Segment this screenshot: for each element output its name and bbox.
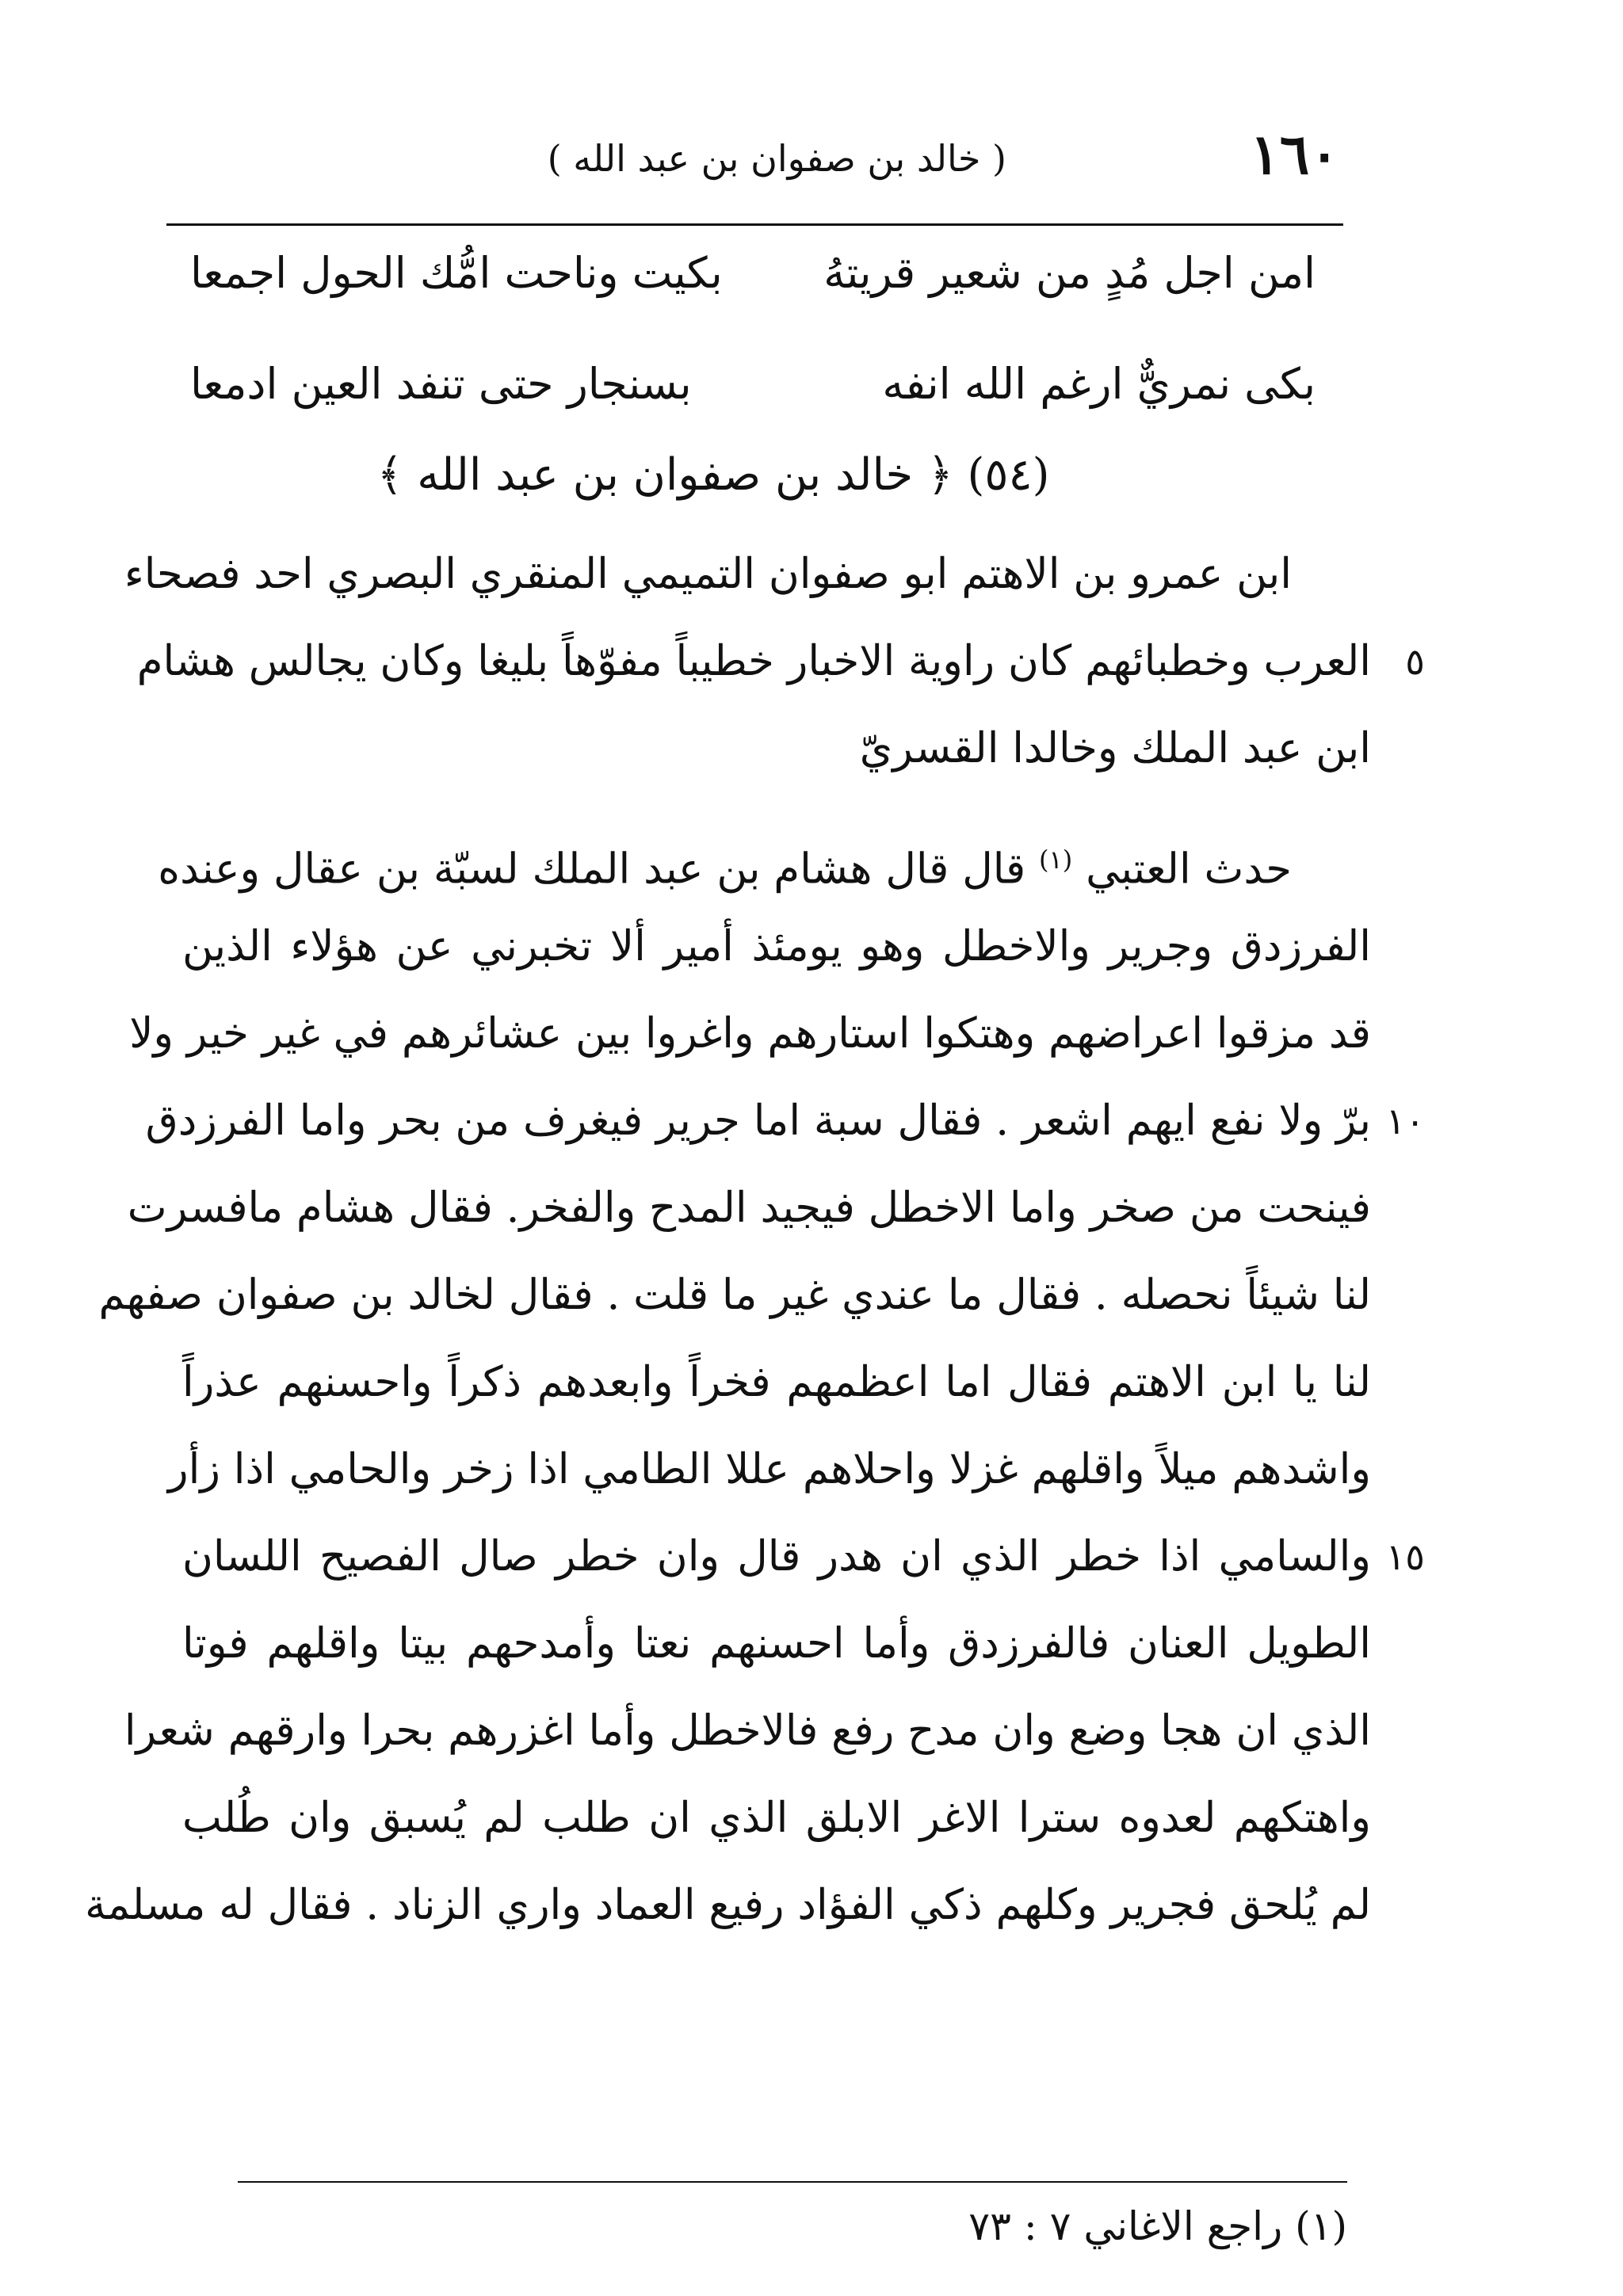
biography-line: ابن عبد الملك وخالدا القسريّ <box>859 724 1371 772</box>
page-number: ١٦٠ <box>1250 121 1339 187</box>
narrative-line-end: قال قال هشام بن عبد الملك لسبّة بن عقال وعنده <box>158 845 1026 894</box>
section-heading: (٥٤) ﴿ خالد بن صفوان بن عبد الله ﴾ <box>376 449 1050 501</box>
footnote-reference: (١) <box>1039 845 1073 875</box>
line-number-10: ١٠ <box>1385 1100 1425 1142</box>
verse-line <box>190 238 1316 309</box>
verse-second-hemistich: بكيت وناحت امُّك الحول اجمعا <box>190 248 723 298</box>
biography-line: ابن عمرو بن الاهتم ابو صفوان التميمي المنقري البصري احد فصحاء <box>124 550 1292 598</box>
verse-line <box>190 349 1316 420</box>
narrative-line: الذي ان هجا وضع وان مدح رفع فالاخطل وأما اغزرهم بحرا وارقهم شعرا <box>124 1707 1371 1755</box>
narrative-line: فينحت من صخر واما الاخطل فيجيد المدح والفخر. فقال هشام مافسرت <box>127 1184 1371 1232</box>
narrative-line: برّ ولا نفع ايهم اشعر . فقال سبة اما جرير فيغرف من بحر واما الفرزدق <box>145 1097 1371 1145</box>
narrative-line: لنا يا ابن الاهتم فقال اما اعظمهم فخراً وابعدهم ذكراً واحسنهم عذراً <box>182 1358 1371 1406</box>
narrative-line: واشدهم ميلاً واقلهم غزلا واحلاهم عللا الطامي اذا زخر والحامي اذا زأر <box>168 1445 1371 1493</box>
running-title: ( خالد بن صفوان بن عبد الله ) <box>547 137 1006 180</box>
narrative-line: والسامي اذا خطر الذي ان هدر قال وان خطر صال الفصيح اللسان <box>182 1532 1371 1581</box>
narrative-line: الفرزدق وجرير والاخطل وهو يومئذ أمير ألا تخبرني عن هؤلاء الذين <box>182 922 1371 971</box>
page-header <box>166 119 1339 190</box>
narrative-line: لم يُلحق فجرير وكلهم ذكي الفؤاد رفيع العماد واري الزناد . فقال له مسلمة <box>85 1881 1371 1929</box>
narrative-line <box>158 824 1292 903</box>
header-rule <box>166 223 1343 226</box>
footnote: (١) راجع الاغاني ٧ : ٧٣ <box>968 2203 1347 2249</box>
biography-line: العرب وخطبائهم كان راوية الاخبار خطيباً مفوّهاً بليغا وكان يجالس هشام <box>136 637 1371 685</box>
verse-second-hemistich: بسنجار حتى تنفد العين ادمعا <box>190 359 692 409</box>
verse-first-hemistich: امن اجل مُدٍ من شعير قريتهُ <box>823 248 1316 298</box>
narrative-line: واهتكهم لعدوه سترا الاغر الابلق الذي ان طلب لم يُسبق وان طُلب <box>182 1794 1371 1842</box>
narrative-line: لنا شيئاً نحصله . فقال ما عندي غير ما قلت . فقال لخالد بن صفوان صفهم <box>98 1271 1371 1319</box>
narrative-line: قد مزقوا اعراضهم وهتكوا استارهم واغروا بين عشائرهم في غير خير ولا <box>129 1009 1371 1058</box>
line-number-5: ٥ <box>1405 640 1425 683</box>
narrative-line-start: حدث العتبي <box>1086 845 1292 894</box>
footnote-rule <box>238 2181 1347 2183</box>
narrative-line: الطويل العنان فالفرزدق وأما احسنهم نعتا وأمدحهم بيتا واقلهم فوتا <box>182 1619 1371 1668</box>
verse-first-hemistich: بكى نمريٌّ ارغم الله انفه <box>882 359 1316 409</box>
line-number-15: ١٥ <box>1385 1535 1425 1578</box>
